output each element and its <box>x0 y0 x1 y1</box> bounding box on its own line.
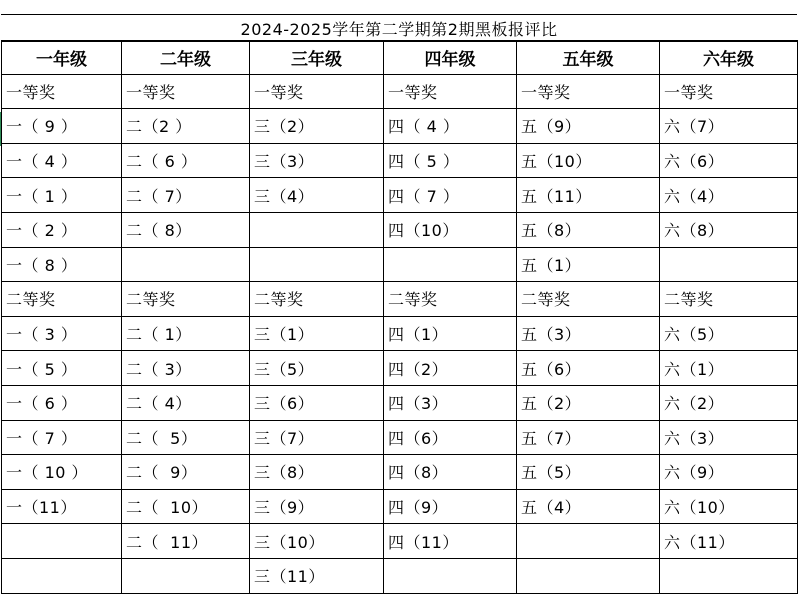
award-level-cell[interactable]: 二等奖 <box>250 282 384 317</box>
table-row <box>2 282 798 317</box>
class-cell[interactable] <box>250 212 384 247</box>
sheet-title[interactable]: 2024-2025学年第二学期第2期黑板报评比 <box>1 14 797 42</box>
class-cell[interactable]: 五（8） <box>517 212 660 247</box>
class-cell[interactable]: 六（4） <box>660 178 798 213</box>
award-level-cell[interactable]: 一等奖 <box>384 74 517 109</box>
class-cell[interactable] <box>660 247 798 282</box>
class-cell[interactable]: 四（8） <box>384 455 517 490</box>
class-cell[interactable]: 三（7） <box>250 420 384 455</box>
table-row <box>2 212 798 247</box>
class-cell[interactable]: 一（ 7 ） <box>2 420 122 455</box>
class-cell[interactable]: 四（11） <box>384 524 517 559</box>
class-cell[interactable]: 一（ 1 ） <box>2 178 122 213</box>
class-cell[interactable]: 二（ 11） <box>122 524 250 559</box>
class-cell[interactable]: 二（ 4） <box>122 385 250 420</box>
class-cell[interactable]: 一（ 10 ） <box>2 455 122 490</box>
class-cell[interactable]: 三（10） <box>250 524 384 559</box>
column-header-grade-3[interactable]: 三年级 <box>250 41 384 75</box>
class-cell[interactable]: 三（11） <box>250 558 384 593</box>
column-header-grade-2[interactable]: 二年级 <box>122 41 250 75</box>
class-cell[interactable]: 五（9） <box>517 109 660 144</box>
award-level-cell[interactable]: 一等奖 <box>2 74 122 109</box>
class-cell[interactable] <box>517 524 660 559</box>
class-cell[interactable] <box>250 247 384 282</box>
class-cell[interactable]: 六（6） <box>660 143 798 178</box>
class-cell[interactable]: 六（1） <box>660 351 798 386</box>
class-cell[interactable]: 五（11） <box>517 178 660 213</box>
class-cell[interactable]: 六（10） <box>660 489 798 524</box>
class-cell[interactable]: 一（ 4 ） <box>2 143 122 178</box>
class-cell[interactable]: 六（7） <box>660 109 798 144</box>
class-cell[interactable]: 一（ 6 ） <box>2 385 122 420</box>
class-cell[interactable]: 五（3） <box>517 316 660 351</box>
award-level-cell[interactable]: 一等奖 <box>122 74 250 109</box>
class-cell[interactable]: 一（ 9 ） <box>2 109 122 144</box>
class-cell[interactable]: 六（3） <box>660 420 798 455</box>
table-row <box>2 385 798 420</box>
award-level-cell[interactable]: 二等奖 <box>517 282 660 317</box>
class-cell[interactable]: 二（ 10） <box>122 489 250 524</box>
class-cell[interactable]: 六（5） <box>660 316 798 351</box>
class-cell[interactable]: 四（ 5 ） <box>384 143 517 178</box>
class-cell[interactable]: 五（4） <box>517 489 660 524</box>
class-cell[interactable]: 三（8） <box>250 455 384 490</box>
class-cell[interactable]: 四（ 4 ） <box>384 109 517 144</box>
class-cell[interactable]: 一（11） <box>2 489 122 524</box>
column-header-grade-4[interactable]: 四年级 <box>384 41 517 75</box>
table-row <box>2 351 798 386</box>
table-row <box>2 247 798 282</box>
class-cell[interactable]: 四（6） <box>384 420 517 455</box>
class-cell[interactable]: 五（2） <box>517 385 660 420</box>
table-row <box>2 316 798 351</box>
table-row <box>2 558 798 593</box>
column-header-grade-1[interactable]: 一年级 <box>2 41 122 75</box>
class-cell[interactable]: 三（1） <box>250 316 384 351</box>
class-cell[interactable] <box>384 558 517 593</box>
class-cell[interactable] <box>2 558 122 593</box>
award-level-cell[interactable]: 一等奖 <box>517 74 660 109</box>
class-cell[interactable]: 四（ 7 ） <box>384 178 517 213</box>
class-cell[interactable]: 二（ 5） <box>122 420 250 455</box>
class-cell[interactable]: 二（2 ） <box>122 109 250 144</box>
table-row <box>2 143 798 178</box>
table-row <box>2 524 798 559</box>
class-cell[interactable]: 二（ 9） <box>122 455 250 490</box>
class-cell[interactable]: 五（7） <box>517 420 660 455</box>
class-cell[interactable]: 三（5） <box>250 351 384 386</box>
class-cell[interactable]: 三（4） <box>250 178 384 213</box>
class-cell[interactable] <box>122 558 250 593</box>
award-level-cell[interactable]: 二等奖 <box>384 282 517 317</box>
class-cell[interactable]: 五（5） <box>517 455 660 490</box>
award-level-cell[interactable]: 二等奖 <box>2 282 122 317</box>
class-cell[interactable] <box>517 558 660 593</box>
class-cell[interactable]: 一（ 8 ） <box>2 247 122 282</box>
class-cell[interactable]: 六（11） <box>660 524 798 559</box>
class-cell[interactable]: 四（1） <box>384 316 517 351</box>
class-cell[interactable]: 二（ 6 ） <box>122 143 250 178</box>
header-row <box>2 41 798 75</box>
class-cell[interactable]: 三（6） <box>250 385 384 420</box>
table-row <box>2 489 798 524</box>
class-cell[interactable]: 二（ 1） <box>122 316 250 351</box>
class-cell[interactable]: 四（2） <box>384 351 517 386</box>
class-cell[interactable]: 五（1） <box>517 247 660 282</box>
class-cell[interactable]: 三（3） <box>250 143 384 178</box>
class-cell[interactable]: 一（ 2 ） <box>2 212 122 247</box>
table-row <box>2 109 798 144</box>
award-level-cell[interactable]: 二等奖 <box>122 282 250 317</box>
class-cell[interactable]: 四（3） <box>384 385 517 420</box>
table-body <box>2 74 798 593</box>
class-cell[interactable]: 二（ 7） <box>122 178 250 213</box>
class-cell[interactable]: 二（ 8） <box>122 212 250 247</box>
table-row <box>2 420 798 455</box>
class-cell[interactable] <box>384 247 517 282</box>
class-cell[interactable]: 四（9） <box>384 489 517 524</box>
class-cell[interactable]: 一（ 3 ） <box>2 316 122 351</box>
class-cell[interactable]: 六（8） <box>660 212 798 247</box>
class-cell[interactable]: 二（ 3） <box>122 351 250 386</box>
class-cell[interactable]: 五（10） <box>517 143 660 178</box>
award-level-cell[interactable]: 二等奖 <box>660 282 798 317</box>
award-level-cell[interactable]: 一等奖 <box>250 74 384 109</box>
class-cell[interactable] <box>2 524 122 559</box>
table-row <box>2 74 798 109</box>
award-table <box>1 40 798 594</box>
column-header-grade-5[interactable]: 五年级 <box>517 41 660 75</box>
award-level-cell[interactable]: 一等奖 <box>660 74 798 109</box>
class-cell[interactable]: 五（6） <box>517 351 660 386</box>
class-cell[interactable]: 一（ 5 ） <box>2 351 122 386</box>
class-cell[interactable]: 三（9） <box>250 489 384 524</box>
table-row <box>2 455 798 490</box>
class-cell[interactable]: 六（9） <box>660 455 798 490</box>
class-cell[interactable]: 四（10） <box>384 212 517 247</box>
class-cell[interactable] <box>660 558 798 593</box>
column-header-grade-6[interactable]: 六年级 <box>660 41 798 75</box>
class-cell[interactable]: 三（2） <box>250 109 384 144</box>
table-row <box>2 178 798 213</box>
class-cell[interactable] <box>122 247 250 282</box>
class-cell[interactable]: 六（2） <box>660 385 798 420</box>
